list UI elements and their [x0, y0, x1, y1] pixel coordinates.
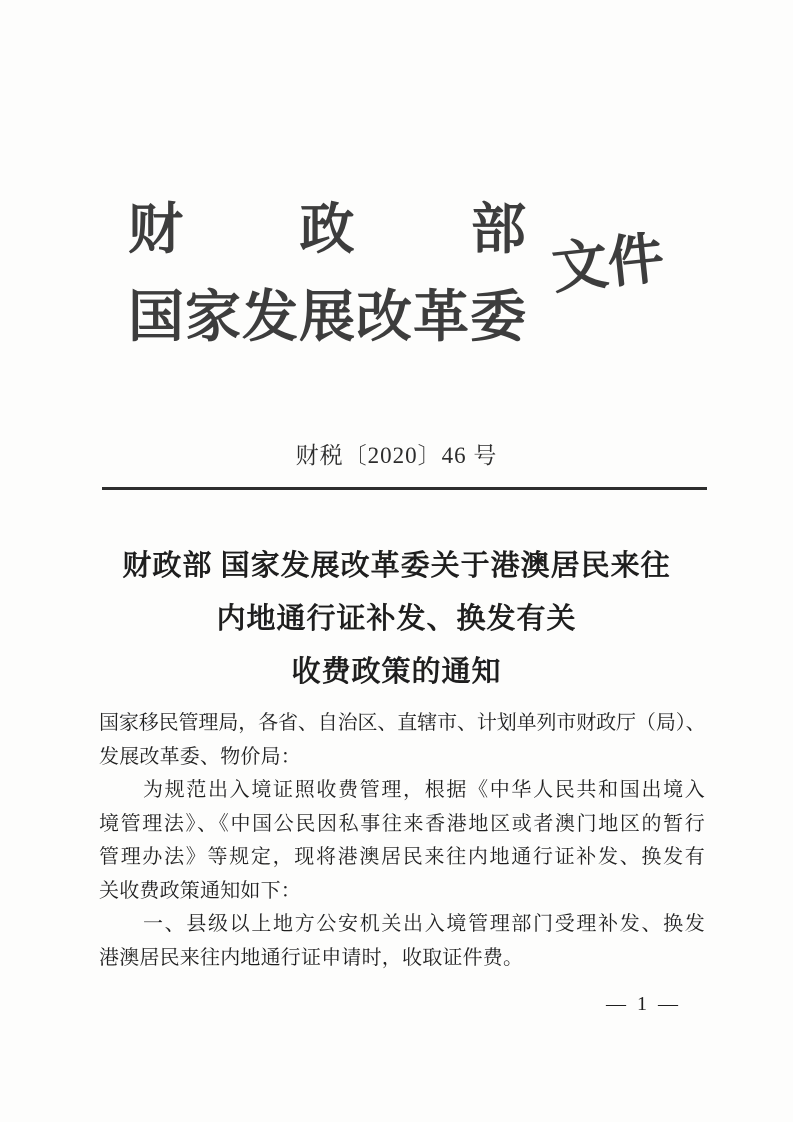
document-body: [99, 707, 705, 975]
document-title: [0, 540, 793, 699]
letterhead: [128, 198, 526, 350]
body-line: 关收费政策通知如下：: [99, 879, 301, 902]
title-line-2: 内地通行证补发、换发有关: [216, 603, 577, 635]
body-line: 为规范出入境证照收费管理，根据《中华人民共和国出境入: [143, 779, 705, 801]
addressee-line: 国家移民管理局，各省、自治区、直辖市、计划单列市财政厅（局）、: [99, 712, 705, 734]
body-line: 境管理法》、《中国公民因私事往来香港地区或者澳门地区的暂行: [99, 812, 705, 835]
page-number: — 1 —: [606, 993, 681, 1015]
body-line-item-one: 一、县级以上地方公安机关出入境管理部门受理补发、换发: [143, 913, 705, 935]
document-number: 财税〔2020〕46 号: [295, 443, 498, 468]
title-line-1: 财政部 国家发展改革委关于港澳居民来往: [122, 550, 671, 582]
body-line: 港澳居民来往内地通行证申请时，收取证件费。: [99, 946, 524, 969]
addressee-line: 发展改革委、物价局：: [99, 745, 301, 768]
letterhead-issuer-finance-ministry: 财政部: [128, 199, 526, 260]
separator-rule: [102, 487, 707, 490]
title-line-3: 收费政策的通知: [291, 656, 502, 688]
letterhead-issuer-ndrc: 国家发展改革委: [128, 287, 526, 349]
letterhead-suffix-wenjian: 文件: [549, 227, 667, 302]
body-line: 管理办法》等规定，现将港澳居民来往内地通行证补发、换发有: [99, 846, 705, 868]
